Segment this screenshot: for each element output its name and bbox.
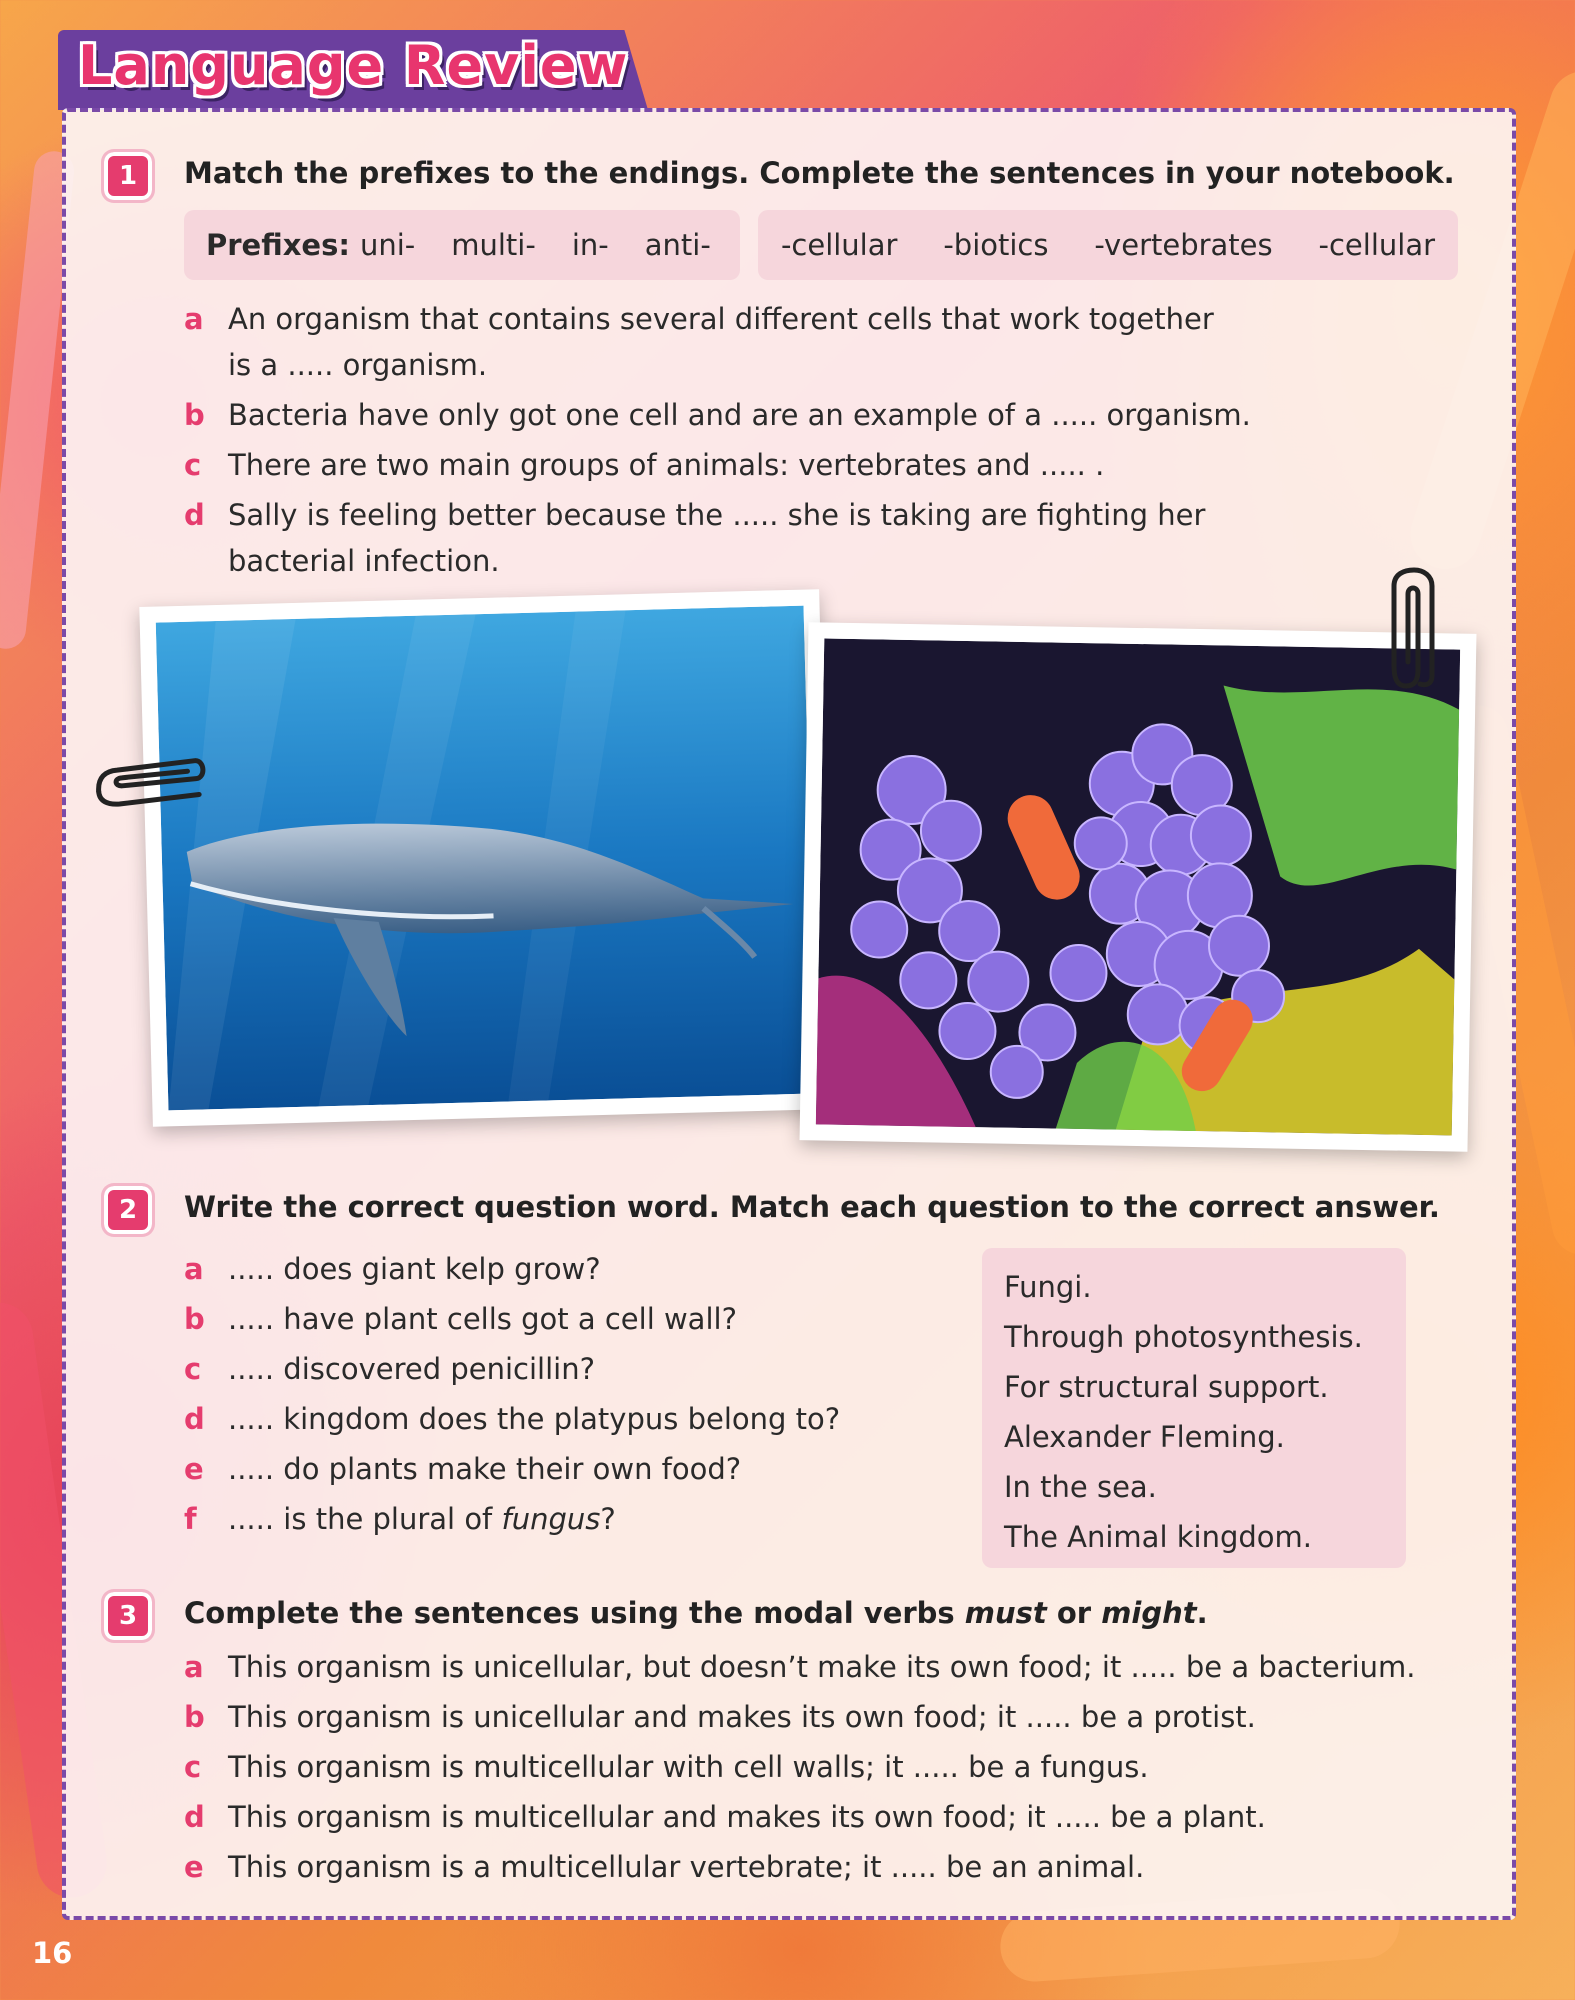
heading-part: or (1046, 1596, 1102, 1630)
item-text-part: ..... is the plural of (228, 1502, 502, 1536)
item-text: This organism is unicellular, but doesn’t make its own food; it ..... be a bacterium. (228, 1650, 1416, 1684)
item-text: This organism is multicellular and makes its own food; it ..... be a plant. (228, 1800, 1266, 1834)
bacteria-photo (800, 622, 1477, 1152)
item-letter: b (184, 1302, 205, 1336)
item-letter: f (184, 1502, 197, 1536)
item-letter: d (184, 498, 205, 532)
prefixes-label: Prefixes: (206, 228, 350, 262)
answer-item: Fungi. (1004, 1270, 1092, 1304)
page-title: Language Review (78, 34, 629, 97)
ending-item: -biotics (943, 228, 1049, 262)
answer-item: Alexander Fleming. (1004, 1420, 1285, 1454)
exercise-2-number: 2 (104, 1186, 152, 1234)
prefix-item: in- (571, 228, 609, 262)
paperclip-icon (1386, 566, 1442, 696)
item-text: An organism that contains several different cells that work together (228, 302, 1214, 336)
exercise-3-heading (184, 1596, 1208, 1630)
item-text: There are two main groups of animals: vertebrates and ..... . (228, 448, 1105, 482)
page-number: 16 (32, 1936, 73, 1970)
prefix-item: uni- (359, 228, 416, 262)
exercise-1-number: 1 (104, 152, 152, 200)
item-text: bacterial infection. (228, 544, 500, 578)
ending-item: -cellular (780, 228, 898, 262)
item-text: This organism is unicellular and makes its own food; it ..... be a protist. (228, 1700, 1256, 1734)
item-letter: b (184, 398, 205, 432)
exercise-2-heading: Write the correct question word. Match each question to the correct answer. (184, 1190, 1440, 1224)
answer-item: Through photosynthesis. (1004, 1320, 1363, 1354)
ending-item: -vertebrates (1094, 228, 1273, 262)
answers-box (982, 1248, 1406, 1568)
item-text: ..... discovered penicillin? (228, 1352, 595, 1386)
paperclip-icon (88, 752, 214, 808)
item-letter: a (184, 1650, 204, 1684)
heading-italic: must (964, 1596, 1047, 1630)
item-letter: d (184, 1402, 205, 1436)
answer-item: In the sea. (1004, 1470, 1157, 1504)
whale-photo (139, 589, 832, 1127)
endings-box (758, 210, 1458, 280)
item-text-part: ? (600, 1502, 616, 1536)
exercise-3-number: 3 (104, 1592, 152, 1640)
item-text: ..... have plant cells got a cell wall? (228, 1302, 737, 1336)
prefixes-box (184, 210, 740, 280)
item-text: This organism is a multicellular vertebrate; it ..... be an animal. (228, 1850, 1145, 1884)
heading-part: Complete the sentences using the modal verbs (184, 1596, 965, 1630)
item-letter: d (184, 1800, 205, 1834)
item-text: ..... kingdom does the platypus belong to? (228, 1402, 841, 1436)
item-letter: a (184, 1252, 204, 1286)
item-text: is a ..... organism. (228, 348, 488, 382)
heading-part: . (1196, 1596, 1208, 1630)
prefix-item: multi- (451, 228, 536, 262)
item-letter: a (184, 302, 204, 336)
item-letter: c (184, 1352, 202, 1386)
exercise-1-heading: Match the prefixes to the endings. Complete the sentences in your notebook. (184, 156, 1455, 190)
item-text: ..... do plants make their own food? (228, 1452, 742, 1486)
item-text (228, 1496, 616, 1542)
item-letter: e (184, 1850, 204, 1884)
item-text: Bacteria have only got one cell and are an example of a ..... organism. (228, 398, 1251, 432)
item-letter: c (184, 448, 202, 482)
item-letter: e (184, 1452, 204, 1486)
item-text: This organism is multicellular with cell walls; it ..... be a fungus. (228, 1750, 1149, 1784)
ending-item: -cellular (1318, 228, 1436, 262)
answer-item: The Animal kingdom. (1004, 1520, 1312, 1554)
item-text: Sally is feeling better because the ..... she is taking are fighting her (228, 498, 1206, 532)
item-letter: b (184, 1700, 205, 1734)
prefix-item: anti- (644, 228, 711, 262)
item-text-italic: fungus (501, 1502, 601, 1536)
answer-item: For structural support. (1004, 1370, 1329, 1404)
heading-italic: might (1101, 1596, 1197, 1630)
item-letter: c (184, 1750, 202, 1784)
item-text: ..... does giant kelp grow? (228, 1252, 601, 1286)
